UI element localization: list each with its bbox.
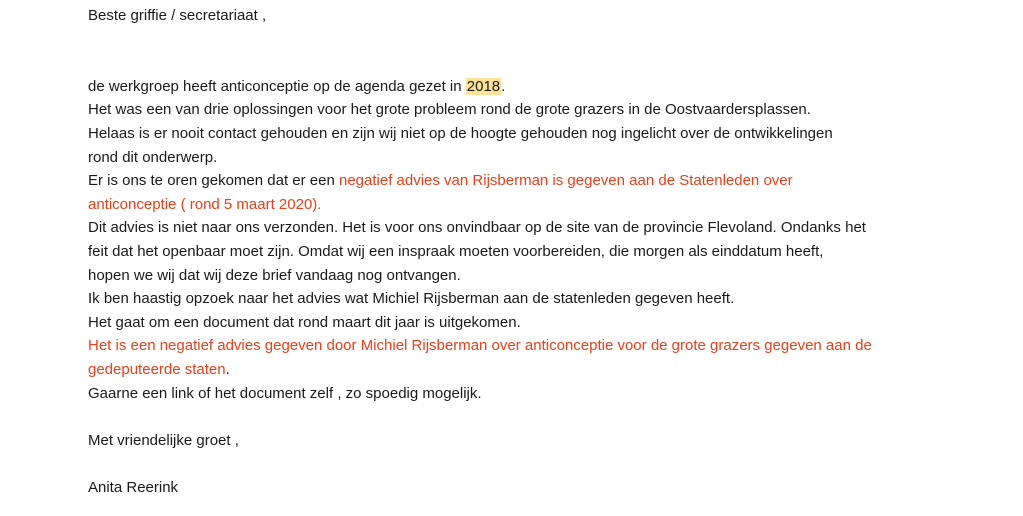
- email-body: [88, 4, 988, 499]
- paragraph-not-sent-line-3: hopen we wij dat wij deze brief vandaag nog ontvangen.: [88, 266, 461, 284]
- signature: Anita Reerink: [88, 478, 179, 496]
- spacer: [88, 51, 988, 75]
- red-emphasis-negative-advice-line-1: Het is een negatief advies gegeven door Michiel Rijsberman over anticonceptie voor de grote grazers gegeven aan de: [88, 337, 872, 355]
- spacer: [88, 452, 988, 476]
- paragraph-agenda-end: .: [501, 77, 506, 95]
- closing: Met vriendelijke groet ,: [88, 431, 239, 449]
- spacer: [88, 405, 988, 429]
- paragraph-solution: Het was een van drie oplossingen voor het grote probleem rond de grote grazers in de Oostvaardersplassen.: [88, 101, 811, 119]
- highlighted-year: 2018: [466, 77, 501, 95]
- paragraph-heard-line-1: [88, 169, 988, 193]
- paragraph-agenda-text: de werkgroep heeft anticonceptie op de agenda gezet in: [88, 77, 466, 95]
- spacer: [88, 28, 988, 52]
- greeting: Beste griffie / secretariaat ,: [88, 7, 267, 24]
- paragraph-negative-advice-end: .: [225, 360, 230, 378]
- paragraph-not-sent-line-2: feit dat het openbaar moet zijn. Omdat wij een inspraak moeten voorbereiden, die morgen als einddatum heeft,: [88, 242, 824, 260]
- red-emphasis-negative-advice-line-2: [88, 358, 988, 382]
- red-emphasis-staten: gedeputeerde staten: [88, 360, 226, 378]
- paragraph-request: Gaarne een link of het document zelf , zo spoedig mogelijk.: [88, 384, 482, 402]
- paragraph-document: Het gaat om een document dat rond maart dit jaar is uitgekomen.: [88, 313, 521, 331]
- paragraph-agenda: [88, 75, 988, 99]
- paragraph-searching: Ik ben haastig opzoek naar het advies wat Michiel Rijsberman aan de statenleden gegeven heeft.: [88, 290, 735, 308]
- paragraph-not-sent-line-1: Dit advies is niet naar ons verzonden. Het is voor ons onvindbaar op de site van de provincie Flevoland. Ondanks het: [88, 219, 866, 237]
- paragraph-heard-text: Er is ons te oren gekomen dat er een: [88, 172, 339, 190]
- red-emphasis-advice-line-2: anticonceptie ( rond 5 maart 2020).: [88, 195, 322, 213]
- paragraph-no-contact-line-1: Helaas is er nooit contact gehouden en zijn wij niet op de hoogte gehouden nog ingelicht over de ontwikkelingen: [88, 124, 833, 142]
- red-emphasis-advice: negatief advies van Rijsberman is gegeven aan de Statenleden over: [338, 172, 793, 190]
- paragraph-no-contact-line-2: rond dit onderwerp.: [88, 148, 218, 166]
